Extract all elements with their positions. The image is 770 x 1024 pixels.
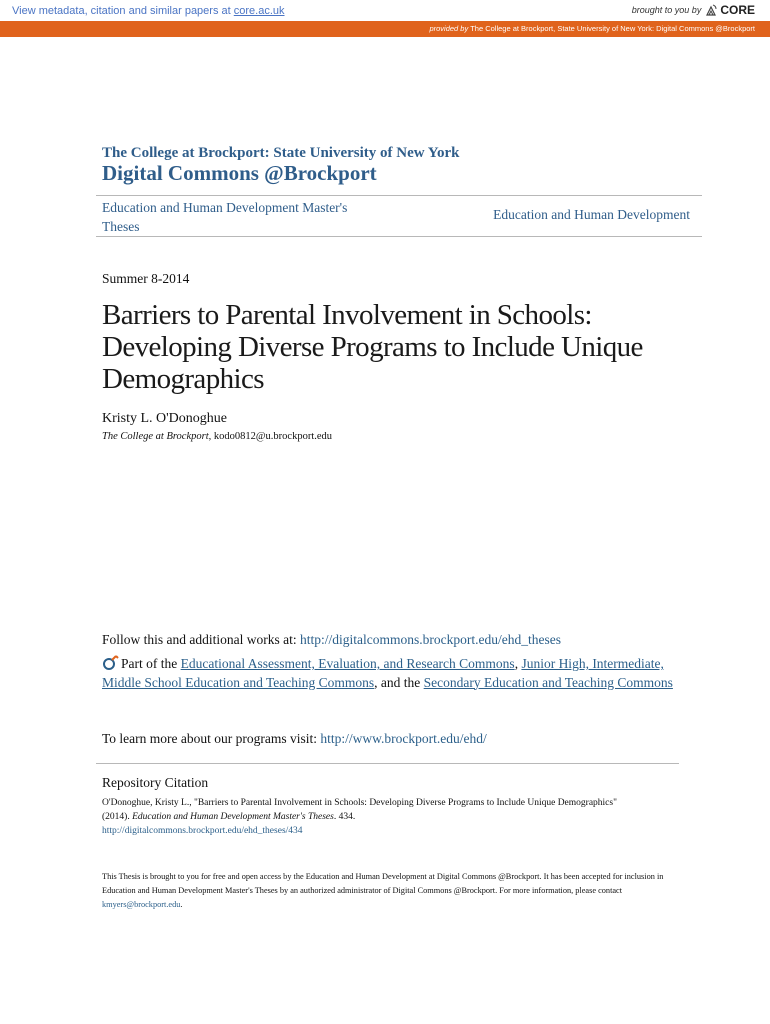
citation-body	[102, 796, 682, 838]
partof-comma: ,	[514, 656, 522, 671]
brought-text: brought to you by	[631, 5, 702, 15]
metadata-text: View metadata, citation and similar papers at	[12, 5, 234, 17]
author-affiliation	[102, 431, 332, 442]
institution-name[interactable]: The College at Brockport: State University of New York	[102, 145, 460, 161]
commons-link-assessment[interactable]: Educational Assessment, Evaluation, and Research Commons	[180, 656, 515, 671]
top-bar	[0, 0, 770, 21]
contact-email[interactable]: kmyers@brockport.edu	[102, 900, 181, 909]
core-logo[interactable]	[704, 3, 755, 17]
header-divider-bottom	[96, 236, 702, 237]
learn-text: To learn more about our programs visit:	[102, 731, 321, 746]
affiliation-name: The College at Brockport,	[102, 431, 212, 442]
citation-year: (2014).	[102, 812, 133, 822]
core-label: CORE	[720, 3, 755, 17]
core-logo-icon	[704, 3, 718, 17]
notice-end: .	[180, 900, 183, 909]
open-access-icon	[102, 655, 119, 670]
follow-line	[102, 632, 561, 648]
author-email[interactable]: kodo0812@u.brockport.edu	[213, 431, 333, 442]
learn-link[interactable]: http://www.brockport.edu/ehd/	[320, 731, 487, 746]
brought-by	[632, 3, 755, 17]
provider-name: The College at Brockport, State University of New York: Digital Commons @Brockport	[470, 24, 755, 33]
header-divider-top	[96, 195, 702, 196]
citation-divider	[96, 763, 679, 764]
core-link[interactable]: core.ac.uk	[233, 5, 285, 17]
provider-text	[429, 24, 755, 33]
repository-name[interactable]: Digital Commons @Brockport	[102, 161, 377, 185]
learn-more-line	[102, 731, 487, 747]
notice-text: This Thesis is brought to you for free and open access by the Education and Human Development at Digital Commons @Brockport. It has been accepted for inclusion in Education and Human Development Master's Theses by an authorized administrator of Digital Commons @Brockport. For more information, please contact	[102, 872, 664, 895]
partof-and: , and the	[374, 674, 424, 690]
citation-journal: Education and Human Development Master's Theses	[132, 812, 334, 822]
commons-link-middle-school[interactable]: Junior High, Intermediate, Middle School Education and Teaching Commons	[102, 656, 664, 690]
department-link[interactable]: Education and Human Development	[493, 207, 690, 222]
metadata-notice	[12, 5, 285, 17]
follow-text: Follow this and additional works at:	[102, 632, 300, 647]
provider-bar	[0, 21, 770, 37]
citation-url[interactable]: http://digitalcommons.brockport.edu/ehd_theses/434	[102, 826, 303, 836]
series-link[interactable]: Education and Human Development Master's Theses	[102, 200, 348, 234]
publication-date: Summer 8-2014	[102, 271, 190, 286]
part-of-commons	[102, 655, 682, 692]
access-notice	[102, 870, 667, 912]
author-name: Kristy L. O'Donoghue	[102, 411, 228, 426]
document-title: Barriers to Parental Involvement in Schools: Developing Diverse Programs to Include Unique Demographics	[102, 299, 643, 395]
commons-link-secondary[interactable]: Secondary Education and Teaching Commons	[423, 674, 673, 690]
citation-number: . 434.	[333, 812, 356, 822]
citation-heading: Repository Citation	[102, 775, 209, 790]
follow-link[interactable]: http://digitalcommons.brockport.edu/ehd_theses	[300, 632, 561, 647]
partof-text: Part of the	[121, 656, 181, 671]
citation-line2	[102, 810, 682, 824]
citation-line1: O'Donoghue, Kristy L., "Barriers to Parental Involvement in Schools: Developing Diverse Programs to Include Unique Demographics"	[102, 798, 617, 808]
provided-by-label: provided by	[429, 24, 469, 33]
